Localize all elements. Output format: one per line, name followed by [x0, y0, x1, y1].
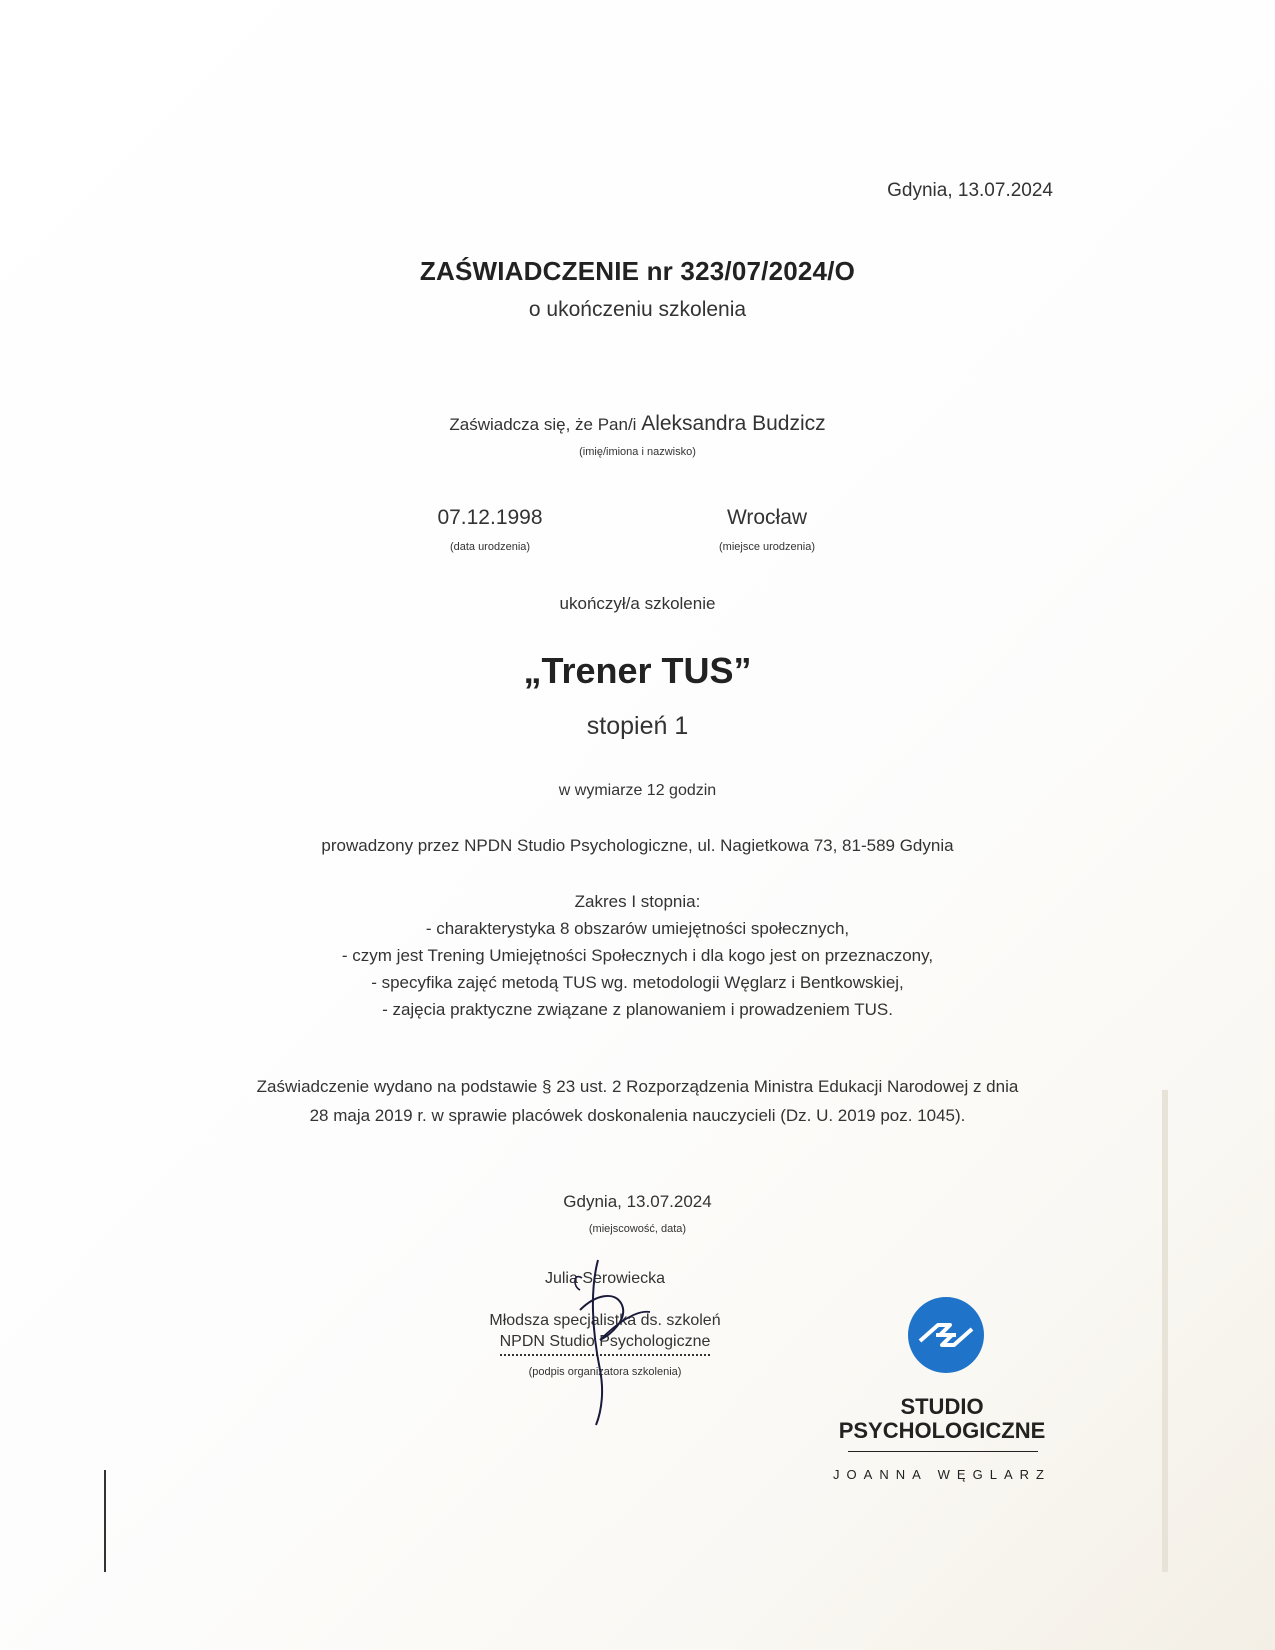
- scope-item: - zajęcia praktyczne związane z planowaniem i prowadzeniem TUS.: [382, 1000, 893, 1019]
- certificate-title: ZAŚWIADCZENIE nr 323/07/2024/O: [419, 256, 856, 286]
- signature-hint: (podpis organizatora szkolenia): [528, 1366, 682, 1378]
- scope-heading: Zakres I stopnia:: [574, 892, 701, 911]
- page-edge-left: [104, 1470, 106, 1572]
- logo-text-studio: STUDIO: [900, 1394, 984, 1419]
- scope-item: - czym jest Trening Umiejętności Społecznych i dla kogo jest on przeznaczony,: [341, 946, 934, 965]
- legal-basis: [0, 1072, 1275, 1130]
- legal-line: Zaświadczenie wydano na podstawie § 23 ust. 2 Rozporządzenia Ministra Edukacji Narodowej z dnia: [256, 1077, 1019, 1096]
- completed-text: ukończył/a szkolenie: [559, 594, 716, 613]
- course-name: „Trener TUS”: [523, 650, 752, 691]
- course-provider: prowadzony przez NPDN Studio Psychologiczne, ul. Nagietkowa 73, 81-589 Gdynia: [321, 836, 954, 855]
- scope-section: [0, 888, 1275, 1023]
- header-place-date: Gdynia, 13.07.2024: [887, 180, 1053, 201]
- footer-place-date: Gdynia, 13.07.2024: [563, 1192, 712, 1211]
- person-name: Aleksandra Budzicz: [641, 412, 826, 435]
- logo-subtitle: JOANNA WĘGLARZ: [833, 1467, 1051, 1482]
- handshake-icon: [906, 1295, 986, 1375]
- person-intro-text: Zaświadcza się, że Pan/i: [449, 415, 637, 434]
- certificate-subtitle: o ukończeniu szkolenia: [528, 298, 747, 321]
- studio-logo: [820, 1295, 1064, 1495]
- course-level: stopień 1: [586, 712, 689, 740]
- person-name-hint: (imię/imiona i nazwisko): [579, 446, 696, 458]
- page-edge-right: [1162, 1090, 1168, 1572]
- birth-date: 07.12.1998: [437, 506, 543, 529]
- signatory-role: Młodsza specjalistka ds. szkoleń: [489, 1312, 721, 1329]
- footer-place-date-hint: (miejscowość, data): [588, 1223, 687, 1235]
- birth-place-hint: (miejsce urodzenia): [719, 541, 815, 553]
- birth-date-hint: (data urodzenia): [449, 541, 531, 553]
- scope-item: - specyfika zajęć metodą TUS wg. metodologii Węglarz i Bentkowskiej,: [371, 973, 904, 992]
- signatory-name: Julia Serowiecka: [544, 1270, 666, 1287]
- person-intro-line: [0, 412, 1275, 436]
- signatory-org: NPDN Studio Psychologiczne: [500, 1332, 711, 1356]
- course-duration: w wymiarze 12 godzin: [558, 782, 717, 799]
- handwritten-signature: [560, 1250, 700, 1430]
- logo-divider: [848, 1451, 1038, 1452]
- logo-text-psychologiczne: PSYCHOLOGICZNE: [838, 1418, 1046, 1443]
- scope-item: - charakterystyka 8 obszarów umiejętności społecznych,: [425, 919, 850, 938]
- legal-line: 28 maja 2019 r. w sprawie placówek doskonalenia nauczycieli (Dz. U. 2019 poz. 1045).: [309, 1106, 966, 1125]
- birth-place: Wrocław: [726, 506, 808, 529]
